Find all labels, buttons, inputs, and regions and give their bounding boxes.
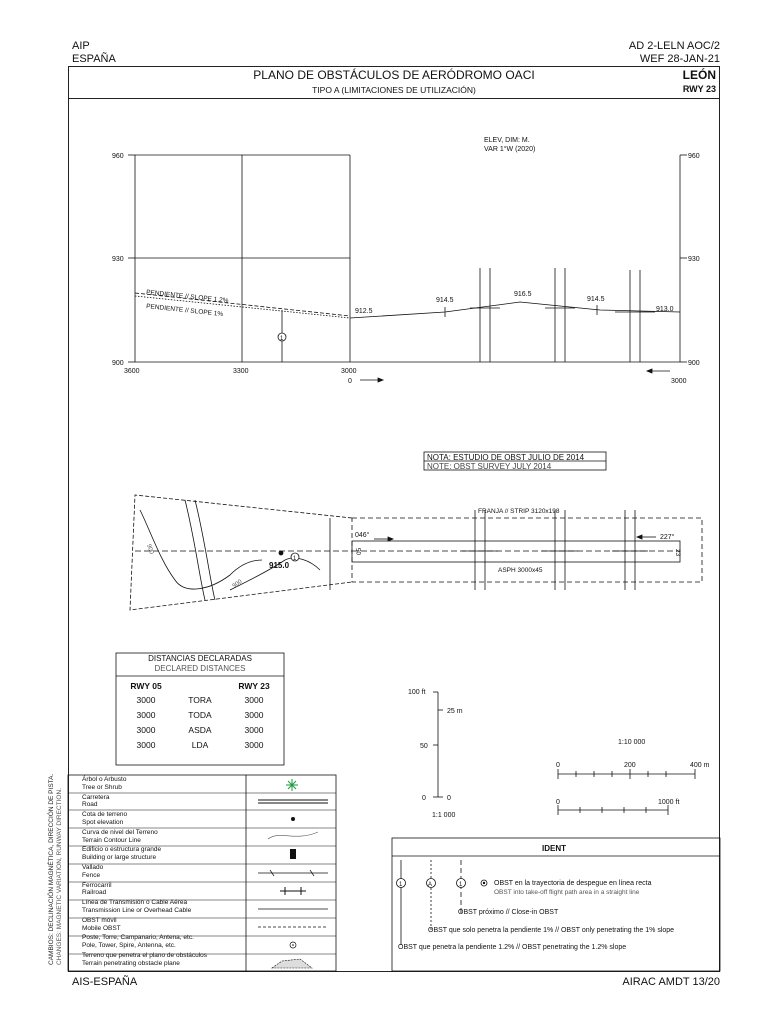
- footer-left: AIS-ESPAÑA: [72, 976, 138, 988]
- spot-elev-1: 912.5: [355, 308, 373, 315]
- building-icon: [290, 849, 296, 859]
- asda-label: ASDA: [188, 725, 212, 735]
- chart-title: PLANO DE OBSTÁCULOS DE AERÓDROMO OACI: [253, 68, 535, 82]
- tree-icon: [286, 779, 298, 791]
- x-label-3000-right: 3000: [671, 378, 687, 385]
- legend-item-pole: Poste, Torre, Campanario, Antena, etc. Pole, Tower, Spire, Antenna, etc.: [82, 934, 194, 950]
- declared-distances-table: [116, 681, 284, 755]
- scale-ft-0: 0: [556, 799, 560, 806]
- ident-line1-es: OBST en la trayectoria de despegue en línea recta: [494, 880, 652, 887]
- x-label-3000: 3000: [341, 368, 357, 375]
- x-label-3600: 3600: [124, 368, 140, 375]
- legend-item-contour: Curva de nivel del Terreno Terrain Contour Line: [82, 828, 158, 844]
- road-icon: [258, 800, 328, 803]
- spot-elev-4: 914.5: [587, 296, 605, 303]
- legend-item-railroad: Ferrocarril Railroad: [82, 881, 112, 897]
- ident-marker-3: 1: [459, 882, 463, 888]
- note-en: NOTE: OBST SURVEY JULY 2014: [427, 462, 552, 471]
- tora-rwy23: 3000: [244, 695, 264, 705]
- slope-12-label: PENDIENTE // SLOPE 1.2%: [145, 289, 229, 305]
- vert-scale-50: 50: [420, 743, 428, 750]
- contour-label-b: 900: [231, 578, 244, 590]
- contour-label-a: 900: [145, 543, 155, 556]
- toda-rwy23: 3000: [244, 710, 264, 720]
- toda-rwy05: 3000: [136, 710, 156, 720]
- declared-row-toda: [116, 710, 284, 725]
- ident-line4: OBST que penetra la pendiente 1.2% // OBST penetrating the 1.2% slope: [398, 944, 627, 951]
- rwy05-header: RWY 05: [130, 681, 162, 691]
- aip-label: AIP: [72, 40, 90, 52]
- slope-1-label: PENDIENTE // SLOPE 1%: [145, 303, 224, 319]
- scale-m-400: 400 m: [690, 762, 710, 769]
- heading-right: 227°: [660, 534, 675, 541]
- lda-label: LDA: [191, 740, 209, 750]
- terrain-penetrating-icon: [272, 959, 312, 968]
- strip-label: FRANJA // STRIP 3120x198: [478, 508, 560, 515]
- y-tick-960-right: 960: [688, 153, 700, 160]
- lda-rwy23: 3000: [244, 740, 264, 750]
- rwy-23-marker: 23: [674, 549, 681, 557]
- page-code: AD 2-LELN AOC/2: [628, 40, 720, 52]
- spot-elev-5: 913.0: [656, 306, 674, 313]
- spot-elev-3: 916.5: [514, 291, 532, 298]
- y-tick-930-left: 930: [112, 256, 124, 263]
- effective-date: WEF 28-JAN-21: [639, 53, 720, 65]
- declared-row-asda: [116, 725, 284, 740]
- vert-scale-ratio: 1:1 000: [432, 812, 456, 819]
- pole-icon: [290, 942, 296, 948]
- ident-line3: OBST que solo penetra la pendiente 1% // OBST only penetrating the 1% slope: [428, 927, 675, 934]
- profile-obst-marker: 1: [280, 336, 284, 342]
- legend-item-mobile-obst: OBST móvil Mobile OBST: [82, 916, 121, 932]
- chart-subtitle: TIPO A (LIMITACIONES DE UTILIZACIÓN): [312, 85, 476, 95]
- elev-note-2: VAR 1°W (2020): [484, 146, 536, 153]
- note-es: NOTA: ESTUDIO DE OBST JULIO DE 2014: [427, 453, 585, 462]
- footer-right: AIRAC AMDT 13/20: [622, 976, 720, 988]
- ident-title: IDENT: [542, 844, 566, 853]
- legend-item-building: Edificio o estructura grande Building or large structure: [82, 846, 162, 862]
- legend-item-terrain: Terreno que penetra el plano de obstáculos Terrain penetrating obstacle plane: [82, 951, 208, 967]
- asph-label: ASPH 3000x45: [498, 567, 543, 574]
- legend: [82, 776, 244, 970]
- vert-scale-100ft: 100 ft: [408, 689, 426, 696]
- declared-title-en: DECLARED DISTANCES: [154, 664, 246, 673]
- elev-note-1: ELEV, DIM: M.: [484, 137, 530, 144]
- rwy23-header: RWY 23: [238, 681, 270, 691]
- spot-elev-2: 914.5: [436, 297, 454, 304]
- fence-icon: [258, 870, 328, 876]
- plan-obst-elevation: 915.0: [269, 561, 290, 570]
- y-tick-960-left: 960: [112, 153, 124, 160]
- vert-scale-0b: 0: [447, 795, 451, 802]
- x-label-0: 0: [348, 378, 352, 385]
- railroad-icon: [280, 887, 306, 895]
- legend-item-fence: Vallado Fence: [82, 863, 104, 879]
- declared-title-es: DISTANCIAS DECLARADAS: [148, 654, 252, 663]
- scale-m-200: 200: [624, 762, 636, 769]
- legend-item-spot-elevation: Cota de terreno Spot elevation: [82, 811, 128, 826]
- scale-m-0: 0: [556, 762, 560, 769]
- y-tick-930-right: 930: [688, 256, 700, 263]
- declared-distances-title: [116, 654, 284, 674]
- scale-ft-1000: 1000 ft: [658, 799, 680, 806]
- ident-marker-a: A: [428, 882, 433, 888]
- contour-icon: [268, 832, 318, 839]
- tora-label: TORA: [188, 695, 212, 705]
- lda-rwy05: 3000: [136, 740, 156, 750]
- y-tick-900-left: 900: [112, 360, 124, 367]
- declared-row-tora: [116, 695, 284, 710]
- vert-scale-25m: 25 m: [447, 708, 463, 715]
- spot-elevation-icon: [291, 817, 295, 821]
- legend-item-transmission: Línea de Transmisión o Cable Aérea Transmission Line or Overhead Cable: [82, 899, 192, 914]
- horiz-scale-ratio: 1:10 000: [618, 739, 646, 746]
- rwy-05-marker: 05: [356, 547, 363, 555]
- asda-rwy23: 3000: [244, 725, 264, 735]
- declared-header-row: [116, 681, 284, 695]
- vert-scale-0a: 0: [422, 795, 426, 802]
- x-label-3300: 3300: [233, 368, 249, 375]
- ident-marker-1: 1: [399, 882, 403, 888]
- toda-label: TODA: [188, 710, 212, 720]
- country-label: ESPAÑA: [72, 53, 116, 65]
- plan-obst-marker: 1: [293, 556, 297, 562]
- legend-item-road: Carretera Road: [82, 793, 110, 809]
- legend-item-tree: Árbol o Arbusto Tree or Shrub: [82, 776, 127, 791]
- asda-rwy05: 3000: [136, 725, 156, 735]
- runway-label: RWY 23: [682, 84, 716, 94]
- airport-name: LEÓN: [682, 68, 716, 82]
- y-tick-900-right: 900: [688, 360, 700, 367]
- declared-row-lda: [116, 740, 284, 755]
- ident-line1-en: OBST into take-off flight path area in a straight line: [494, 889, 640, 896]
- changes-side-note: CAMBIOS: DECLINACIÓN MAGNÉTICA, DIRECCIÓN DE PISTA. CHANGES: MAGNETIC VARIATION, RUNWAY DIRECTION.: [48, 773, 63, 965]
- ident-line2: OBST próximo // Close-in OBST: [458, 909, 559, 916]
- heading-left: 046°: [355, 532, 370, 539]
- tora-rwy05: 3000: [136, 695, 156, 705]
